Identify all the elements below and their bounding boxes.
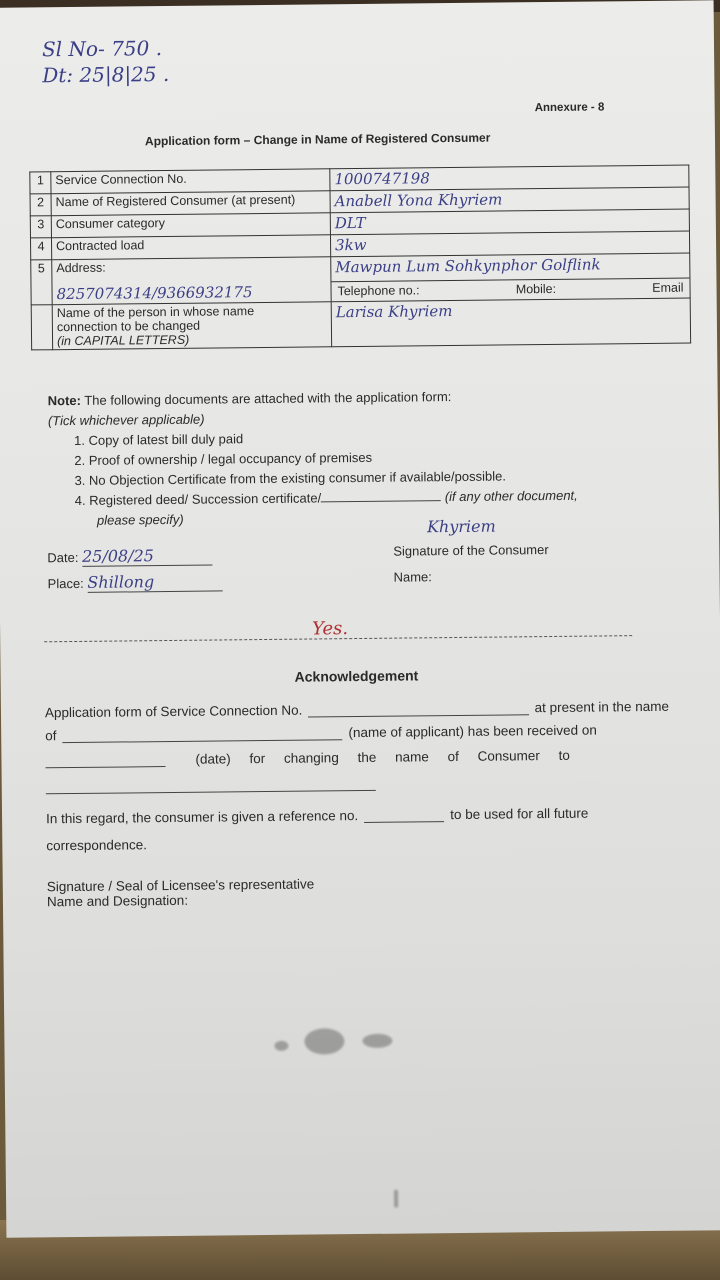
blank-line <box>46 766 166 768</box>
date-value: 25/08/25 <box>82 546 212 567</box>
ack-text: (date) for changing the name of Consumer to <box>195 747 570 767</box>
label-line: connection to be changed <box>56 318 201 335</box>
acknowledgement-body <box>45 699 671 910</box>
table-row-address <box>31 253 690 305</box>
date-label: Date: <box>47 549 79 566</box>
row-number: 2 <box>30 194 51 216</box>
signature-label: Signature of the Consumer <box>393 542 549 559</box>
note-section <box>48 385 669 531</box>
new-name-value: Larisa Khyriem <box>331 298 690 347</box>
row-number: 3 <box>30 216 51 238</box>
acknowledgement-title: Acknowledgement <box>294 667 419 685</box>
date-field <box>47 546 212 568</box>
label-line: Name of the person in whose name <box>56 304 255 321</box>
ack-text: In this regard, the consumer is given a reference no. <box>45 808 359 827</box>
form-title: Application form – Change in Name of Registered Consumer <box>144 130 491 149</box>
document-item: 3. No Objection Certificate from the existing consumer if available/possible. <box>74 468 506 488</box>
label-line: (in CAPITAL LETTERS) <box>57 332 190 349</box>
document-item-cont: please specify) <box>96 511 184 528</box>
document-item: 2. Proof of ownership / legal occupancy of premises <box>74 449 373 468</box>
blank-line <box>308 714 528 717</box>
address-cell <box>52 257 331 305</box>
row-number: 1 <box>30 172 51 194</box>
note-bold: Note: <box>47 392 81 409</box>
ink-smudge <box>304 1028 344 1054</box>
blank-line <box>321 500 441 502</box>
ink-smudge <box>394 1190 398 1208</box>
handwritten-serial: Sl No- 750 . <box>41 36 163 62</box>
blank-line <box>364 821 444 823</box>
place-value: Shillong <box>87 571 222 592</box>
table-row-new-name <box>31 298 690 350</box>
handwritten-phone: 8257074314/9366932175 <box>56 283 253 304</box>
document-item-tail: (if any other document, <box>444 487 578 505</box>
consumer-details-table <box>29 165 691 351</box>
place-field <box>48 571 223 593</box>
row-label: Address: <box>56 260 106 276</box>
licensee-signature-label: Signature / Seal of Licensee's representative <box>46 876 315 895</box>
ack-text: (name of applicant) has been received on <box>348 722 597 741</box>
row-value: 3kw <box>330 231 689 257</box>
row-value: 1000747198 <box>330 165 689 191</box>
new-name-label <box>52 302 331 350</box>
note-text: The following documents are attached with the application form: <box>80 389 452 408</box>
blank-line <box>63 739 343 743</box>
row-label: Name of Registered Consumer (at present) <box>51 191 330 216</box>
place-label: Place: <box>47 575 84 592</box>
ack-text: of <box>45 728 57 744</box>
row-number: 5 <box>31 260 52 305</box>
mobile-label: Mobile: <box>515 281 557 297</box>
handwritten-date: Dt: 25|8|25 . <box>42 61 170 88</box>
consumer-signature: Khyriem <box>426 516 496 537</box>
row-number <box>31 305 52 350</box>
ack-text: correspondence. <box>46 837 148 854</box>
contact-row <box>331 278 689 302</box>
document-item: 1. Copy of latest bill duly paid <box>74 431 244 448</box>
blank-line <box>46 790 376 794</box>
ack-text: at present in the name <box>534 698 670 716</box>
ack-text: to be used for all future <box>450 805 589 823</box>
note-tick-instruction: (Tick whichever applicable) <box>47 411 205 429</box>
telephone-label: Telephone no.: <box>337 283 420 299</box>
name-label: Name: <box>393 569 432 585</box>
row-value: Mawpun Lum Sohkynphor Golflink <box>335 255 601 277</box>
row-label: Consumer category <box>51 213 330 238</box>
ack-text: Application form of Service Connection No. <box>44 702 303 721</box>
row-number: 4 <box>30 238 51 260</box>
licensee-name-label: Name and Designation: <box>46 892 189 910</box>
email-label: Email <box>652 280 684 295</box>
address-value-cell <box>331 253 690 302</box>
row-label: Contracted load <box>51 235 330 260</box>
document-item: 4. Registered deed/ Succession certificate/ <box>74 490 322 508</box>
handwritten-yes: Yes. <box>311 618 349 640</box>
row-label: Service Connection No. <box>51 169 330 194</box>
annexure-label: Annexure - 8 <box>534 101 605 115</box>
row-value: Anabell Yona Khyriem <box>330 187 689 213</box>
ink-smudge <box>274 1041 288 1051</box>
ink-smudge <box>362 1034 392 1048</box>
row-value: DLT <box>330 209 689 235</box>
